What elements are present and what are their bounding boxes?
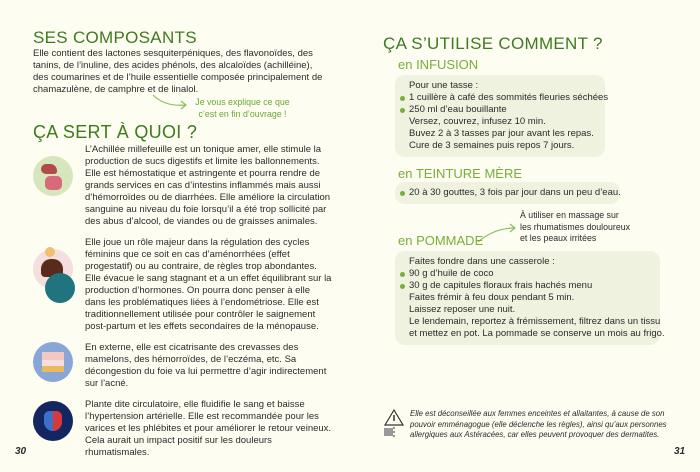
pommade-box	[395, 251, 665, 345]
infusion-line: Buvez 2 à 3 tasses par jour avant les repas.	[409, 128, 594, 139]
warning-line: Elle est déconseillée aux femmes enceintes et allaitantes, à cause de son	[410, 409, 665, 418]
warning-line: allergiques aux Astéracées, car elles peuvent provoquer des dermatites.	[410, 430, 660, 439]
usage-paragraph: Elle joue un rôle majeur dans la régulation des cycles féminins que ce soit en cas d’aménorrhées (effet progestatif) ou au contraire, de règles trop abondantes. Elle évacue le sang stagnant et a un effet équilibrant sur la production d’hormones. On pourra donc penser à elle dans les problématiques liées à l’endométriose. Elle est traditionnellement utilisée pour contrôler le saignement post-partum et les effets secondaires de la ménopause.	[85, 237, 332, 332]
warning-line: pouvoir emménagogue (elle déclenche les règles), ainsi qu’aux personnes	[410, 419, 667, 429]
section-title-composants: SES COMPOSANTS	[33, 28, 197, 47]
pommade-line: Faites fondre dans une casserole :	[409, 256, 555, 267]
infusion-bullet: 250 ml d’eau bouillante	[409, 104, 595, 116]
pommade-bullet: 90 g d’huile de coco	[409, 268, 650, 280]
usage-paragraph: Plante dite circulatoire, elle fluidifie le sang et baisse l’hypertension artérielle. Elle est recommandée pour les varices et les phlébites et pour améliorer le retour veineux. Cela aurait un impact positif sur les douleurs rhumatismales.	[85, 399, 332, 458]
page-number: 30	[15, 446, 27, 457]
usage-item	[33, 342, 333, 390]
note-line: les rhumatismes douloureux	[520, 221, 631, 232]
infusion-bullet: 1 cuillère à café des sommités fleuries séchées	[409, 92, 609, 103]
usage-item	[33, 399, 333, 459]
composants-text: Elle contient des lactones sesquiterpéniques, des flavonoïdes, des tanins, de l’inuline, des acides phénols, des alcaloïdes (achilléine), des coumarines et de l’huile essentielle composée principalement de chamazulène, de camphre et de linalol.	[33, 48, 323, 95]
composants-note	[190, 97, 295, 120]
usage-paragraph: L’Achillée millefeuille est un tonique amer, elle stimule la production de sucs digestifs et limite les ballonnements. Elle est hémostatique et astringente et pourra rendre de grands services en cas d’intestins inflammés mais aussi d’hémorroïdes ou de diarrhées. Elle améliore la circulation sanguine au niveau du foie lorsqu’il a été trop sollicité par des abus d’alcool, de viandes ou de graisses animales.	[85, 144, 331, 227]
pommade-bullet: 30 g de capitules floraux frais hachés menu	[409, 280, 650, 292]
note-line: À utiliser en massage sur	[520, 210, 619, 220]
teinture-box	[395, 182, 620, 204]
pommade-title: en POMMADE	[398, 233, 484, 248]
note-line: et les peaux irritées	[520, 233, 597, 243]
usage-item	[33, 237, 333, 333]
pommade-line: Laissez reposer une nuit.	[409, 304, 516, 315]
note-line: Je vous explique ce que	[195, 97, 290, 107]
section-title-comment: ÇA S’UTILISE COMMENT ?	[383, 34, 603, 53]
section-title-usage: ÇA SERT À QUOI ?	[33, 122, 198, 142]
usage-paragraph: En externe, elle est cicatrisante des crevasses des mamelons, des hémorroïdes, de l’eczéma, etc. Sa décongestion du foie va lui permettre d’agir indirectement sur l’acné.	[85, 342, 327, 389]
arrow-icon	[150, 92, 190, 112]
infusion-line: Versez, couvrez, infusez 10 min.	[409, 116, 546, 127]
skin-layers-icon	[33, 342, 73, 382]
warning-text	[410, 409, 667, 441]
warning-icon	[383, 408, 405, 440]
usage-item	[33, 144, 333, 228]
page-number: 31	[674, 446, 686, 457]
women-hormones-icon	[33, 249, 73, 289]
pommade-note	[520, 210, 630, 245]
infusion-box	[395, 75, 609, 157]
teinture-bullet: 20 à 30 gouttes, 3 fois par jour dans un peu d’eau.	[409, 187, 621, 198]
infusion-line: Cure de 3 semaines puis repos 7 jours.	[409, 140, 575, 151]
heart-icon	[33, 401, 73, 441]
infusion-line: Pour une tasse :	[409, 80, 479, 91]
infusion-title: en INFUSION	[398, 57, 479, 72]
teinture-title: en TEINTURE MÈRE	[398, 166, 523, 181]
digestive-system-icon	[33, 156, 73, 196]
note-line: c’est en fin d’ouvrage !	[198, 108, 287, 119]
pommade-line: Faites frémir à feu doux pendant 5 min.	[409, 292, 575, 303]
pommade-line: et mettez en pot. La pommade se conserve un mois au frigo.	[409, 328, 665, 339]
usage-list	[33, 144, 333, 459]
pommade-line: Le lendemain, reportez à frémissement, filtrez dans un tissu	[409, 316, 661, 327]
